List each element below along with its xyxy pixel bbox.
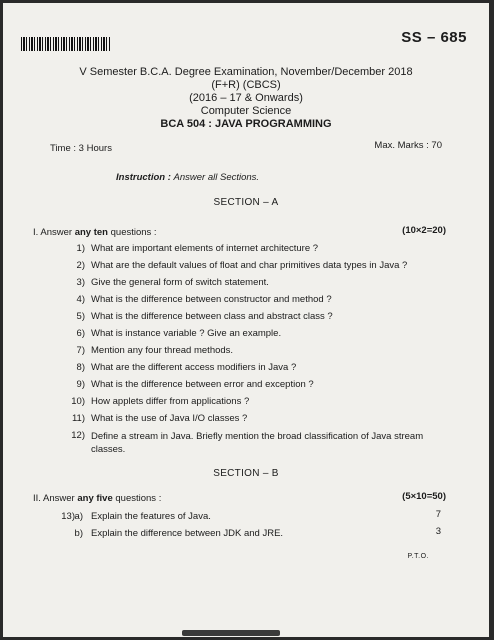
instruction-label: Instruction : (116, 172, 171, 183)
question-text: Define a stream in Java. Briefly mention the broad classification of Java stream classes. (91, 431, 424, 455)
barcode (21, 37, 111, 51)
scanner-edge (182, 630, 280, 636)
question-text: What is the use of Java I/O classes ? (91, 413, 248, 424)
question-text: Explain the difference between JDK and JRE. (91, 528, 284, 539)
question-text: What are the default values of float and char primitives data types in Java ? (91, 260, 408, 271)
question-number: 5) (76, 311, 85, 322)
subquestion-label: a) (74, 511, 83, 522)
section-a-title: SECTION – A (213, 197, 279, 208)
question-text: Give the general form of switch statement. (91, 277, 269, 288)
question-text: What is the difference between class and abstract class ? (91, 311, 333, 322)
question-number: 4) (76, 294, 85, 305)
instruction-line (116, 172, 259, 183)
question-number: 7) (76, 345, 85, 356)
question-text: How applets differ from applications ? (91, 396, 250, 407)
subquestion-marks: 7 (435, 509, 441, 520)
question-number: 6) (76, 328, 85, 339)
exam-batch: (2016 – 17 & Onwards) (189, 92, 303, 104)
question-text: What is the difference between constructor and method ? (91, 294, 332, 305)
question-text: Mention any four thread methods. (91, 345, 234, 356)
question-number: 10) (71, 396, 85, 407)
section-b-marks: (5×10=50) (402, 491, 446, 502)
question-number: 13) (61, 511, 75, 522)
page-turn-note: P.T.O. (407, 553, 429, 560)
subquestion-label: b) (74, 528, 83, 539)
section-a-marks: (10×2=20) (402, 225, 446, 236)
question-number: 3) (76, 277, 85, 288)
question-number: 2) (76, 260, 85, 271)
section-a-prompt: I. Answer any ten questions : (33, 227, 157, 238)
question-text: What is instance variable ? Give an example. (91, 328, 282, 339)
instruction-text: Answer all Sections. (173, 172, 260, 183)
exam-title: V Semester B.C.A. Degree Examination, November/December 2018 (79, 66, 413, 78)
subquestion-marks: 3 (435, 526, 441, 537)
exam-scheme: (F+R) (CBCS) (211, 79, 281, 91)
question-number: 8) (76, 362, 85, 373)
section-b-title: SECTION – B (213, 468, 279, 479)
question-text: Explain the features of Java. (91, 511, 211, 522)
max-marks: Max. Marks : 70 (374, 140, 442, 151)
question-number: 12) (71, 430, 85, 441)
question-text: What are important elements of internet architecture ? (91, 243, 319, 254)
question-number: 11) (71, 413, 85, 424)
time-allowed: Time : 3 Hours (50, 143, 112, 154)
paper-code: SS – 685 (401, 29, 467, 46)
exam-subject: Computer Science (200, 105, 292, 117)
question-number: 1) (76, 243, 85, 254)
question-number: 9) (76, 379, 85, 390)
paper-title: BCA 504 : JAVA PROGRAMMING (160, 118, 332, 130)
exam-paper-page (3, 3, 489, 637)
question-text: What are the different access modifiers in Java ? (91, 362, 297, 373)
question-text: What is the difference between error and exception ? (91, 379, 314, 390)
section-b-prompt: II. Answer any five questions : (33, 493, 162, 504)
